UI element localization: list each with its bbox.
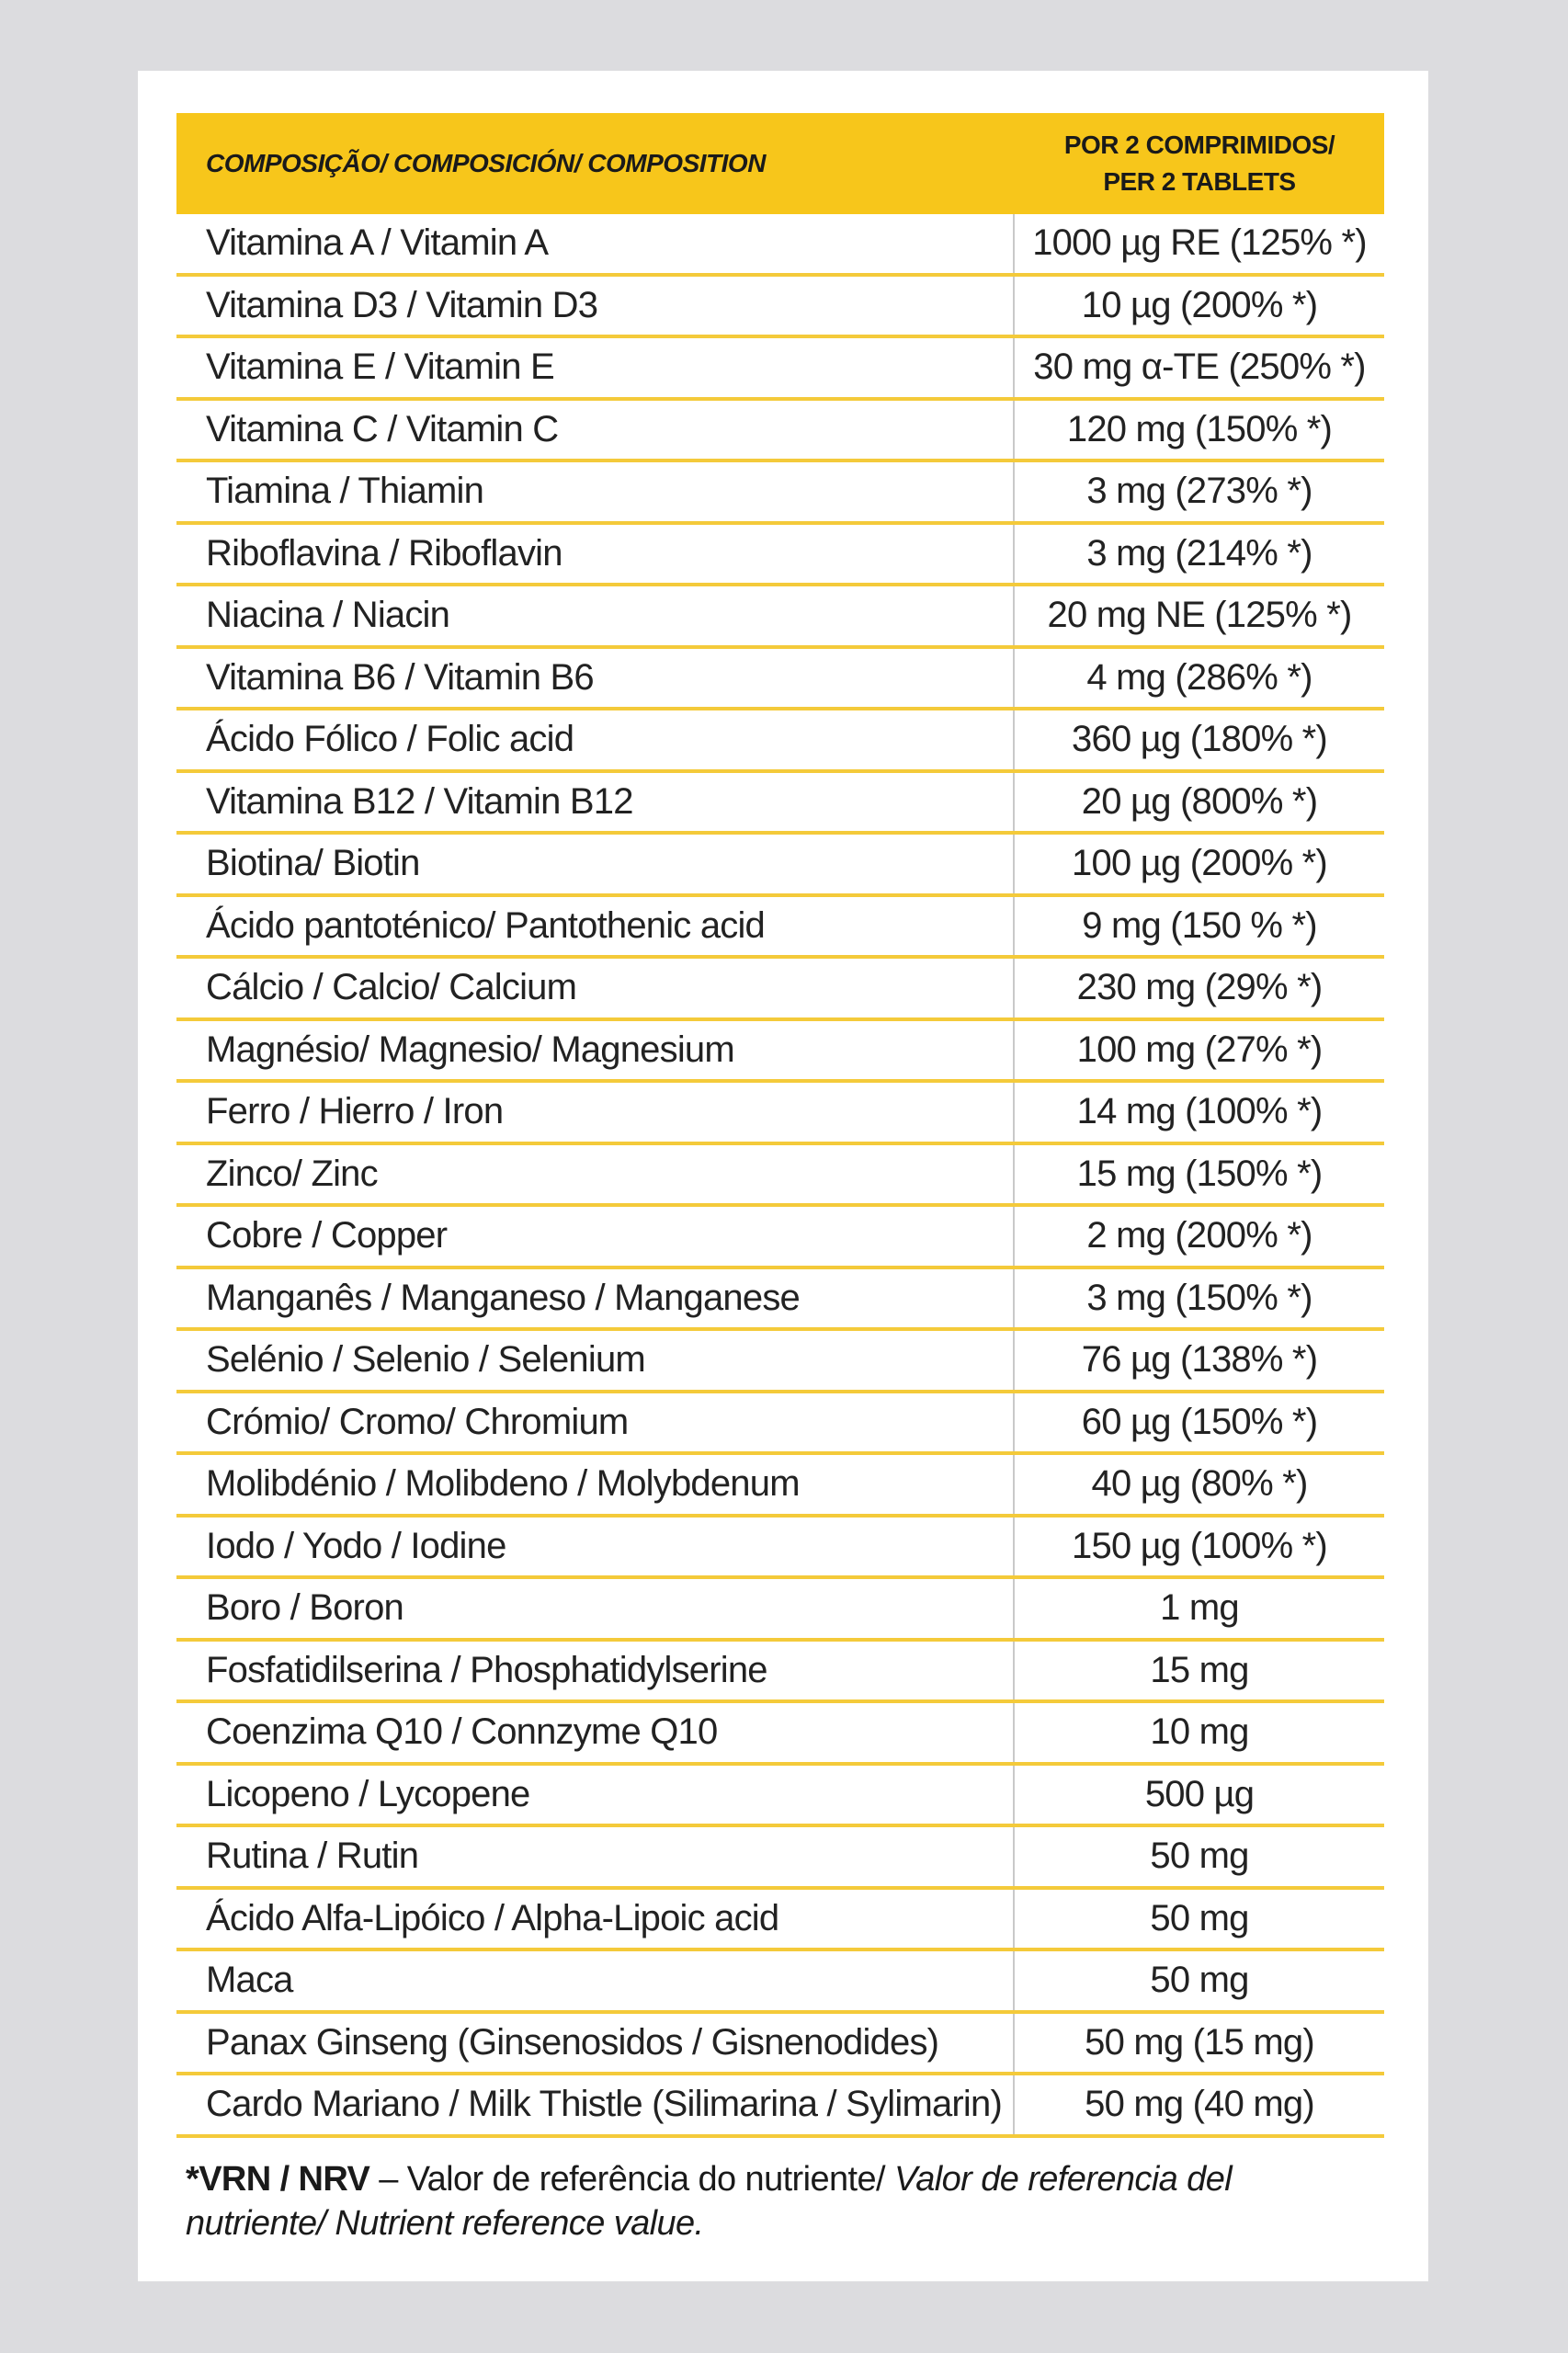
nutrient-amount: 360 µg (180% *) xyxy=(1072,719,1327,760)
table-row xyxy=(176,462,1384,525)
nutrient-name: Niacina / Niacin xyxy=(176,586,1015,645)
table-row xyxy=(176,835,1384,897)
table-row xyxy=(176,586,1384,649)
nutrient-amount: 1 mg xyxy=(1160,1587,1239,1629)
nutrient-name: Tiamina / Thiamin xyxy=(176,462,1015,521)
table-row xyxy=(176,277,1384,339)
nutrient-name: Vitamina A / Vitamin A xyxy=(176,214,1015,273)
nutrient-name: Vitamina D3 / Vitamin D3 xyxy=(176,277,1015,335)
header-dose-line2: PER 2 TABLETS xyxy=(1103,167,1296,196)
nutrient-amount: 20 µg (800% *) xyxy=(1081,780,1318,822)
header-dose-line1: POR 2 COMPRIMIDOS/ xyxy=(1063,131,1335,159)
label-card xyxy=(138,71,1428,2281)
table-row xyxy=(176,1579,1384,1642)
nutrient-amount: 230 mg (29% *) xyxy=(1076,967,1323,1008)
table-row xyxy=(176,401,1384,463)
nutrient-name: Panax Ginseng (Ginsenosidos / Gisnenodides) xyxy=(176,2014,1015,2073)
nutrient-name: Boro / Boron xyxy=(176,1579,1015,1638)
nutrient-name: Coenzima Q10 / Connzyme Q10 xyxy=(176,1703,1015,1762)
nutrient-amount: 2 mg (200% *) xyxy=(1086,1215,1312,1256)
table-row xyxy=(176,1207,1384,1269)
nutrient-amount: 3 mg (273% *) xyxy=(1086,471,1312,512)
nutrient-amount: 3 mg (150% *) xyxy=(1086,1277,1312,1318)
nutrient-name: Cálcio / Calcio/ Calcium xyxy=(176,959,1015,1017)
footnote-abbrev: *VRN / NRV xyxy=(186,2160,370,2199)
table-row xyxy=(176,1703,1384,1766)
table-body xyxy=(176,214,1384,2138)
nutrient-amount: 4 mg (286% *) xyxy=(1086,656,1312,698)
nutrient-name: Vitamina B6 / Vitamin B6 xyxy=(176,649,1015,708)
table-row xyxy=(176,2075,1384,2138)
nutrient-amount: 50 mg (15 mg) xyxy=(1085,2021,1314,2063)
nutrient-amount: 100 µg (200% *) xyxy=(1072,843,1327,884)
nutrient-amount: 50 mg xyxy=(1150,1960,1249,2001)
nutrient-name: Ácido pantoténico/ Pantothenic acid xyxy=(176,897,1015,956)
table-header xyxy=(176,113,1384,214)
footnote-italic: Valor de referencia del nutriente/ Nutrient reference value. xyxy=(186,2160,1233,2243)
table-row xyxy=(176,1021,1384,1084)
nutrient-amount: 50 mg (40 mg) xyxy=(1085,2084,1314,2125)
nutrient-amount: 100 mg (27% *) xyxy=(1076,1029,1323,1070)
nutrient-amount: 500 µg xyxy=(1144,1773,1255,1814)
nutrient-name: Selénio / Selenio / Selenium xyxy=(176,1331,1015,1390)
nutrient-name: Cardo Mariano / Milk Thistle (Silimarina / Sylimarin) xyxy=(176,2075,1015,2134)
nutrient-amount: 1000 µg RE (125% *) xyxy=(1032,222,1367,264)
nutrient-name: Ferro / Hierro / Iron xyxy=(176,1083,1015,1142)
nutrient-amount: 76 µg (138% *) xyxy=(1081,1339,1318,1381)
nutrient-name: Ácido Alfa-Lipóico / Alpha-Lipoic acid xyxy=(176,1890,1015,1949)
nutrient-amount: 40 µg (80% *) xyxy=(1091,1463,1308,1505)
nutrient-amount: 15 mg (150% *) xyxy=(1076,1153,1323,1194)
nutrient-amount: 120 mg (150% *) xyxy=(1066,408,1333,449)
nutrient-amount: 14 mg (100% *) xyxy=(1076,1091,1323,1132)
table-row xyxy=(176,1890,1384,1952)
nutrient-amount: 50 mg xyxy=(1150,1897,1249,1938)
table-row xyxy=(176,773,1384,835)
table-row xyxy=(176,1269,1384,1332)
table-row xyxy=(176,1827,1384,1890)
nutrient-amount: 10 mg xyxy=(1150,1711,1249,1753)
nutrient-name: Cobre / Copper xyxy=(176,1207,1015,1266)
nutrient-name: Vitamina E / Vitamin E xyxy=(176,338,1015,397)
table-row xyxy=(176,525,1384,587)
nutrient-name: Vitamina C / Vitamin C xyxy=(176,401,1015,460)
composition-table xyxy=(176,113,1384,2138)
nutrient-name: Rutina / Rutin xyxy=(176,1827,1015,1886)
nutrient-amount: 150 µg (100% *) xyxy=(1072,1525,1327,1566)
nutrient-name: Riboflavina / Riboflavin xyxy=(176,525,1015,584)
table-row xyxy=(176,214,1384,277)
nutrient-name: Vitamina B12 / Vitamin B12 xyxy=(176,773,1015,832)
table-row xyxy=(176,338,1384,401)
nutrient-amount: 20 mg NE (125% *) xyxy=(1047,595,1352,636)
table-row xyxy=(176,897,1384,960)
table-row xyxy=(176,1145,1384,1208)
nutrient-amount: 60 µg (150% *) xyxy=(1081,1401,1318,1442)
nutrient-name: Crómio/ Cromo/ Chromium xyxy=(176,1393,1015,1452)
table-row xyxy=(176,1455,1384,1518)
table-row xyxy=(176,959,1384,1021)
table-row xyxy=(176,1642,1384,1704)
footnote-text: – Valor de referência do nutriente/ xyxy=(369,2160,894,2199)
nutrient-name: Fosfatidilserina / Phosphatidylserine xyxy=(176,1642,1015,1700)
table-row xyxy=(176,1083,1384,1145)
nutrient-name: Zinco/ Zinc xyxy=(176,1145,1015,1204)
header-dose xyxy=(1015,113,1384,214)
table-row xyxy=(176,710,1384,773)
nutrient-name: Ácido Fólico / Folic acid xyxy=(176,710,1015,769)
table-row xyxy=(176,1951,1384,2014)
table-row xyxy=(176,1518,1384,1580)
nutrient-amount: 9 mg (150 % *) xyxy=(1082,904,1317,946)
footnote xyxy=(186,2157,1381,2245)
nutrient-amount: 50 mg xyxy=(1150,1836,1249,1877)
header-composition: COMPOSIÇÃO/ COMPOSICIÓN/ COMPOSITION xyxy=(206,149,766,177)
table-row xyxy=(176,649,1384,711)
nutrient-name: Maca xyxy=(176,1951,1015,2010)
nutrient-name: Licopeno / Lycopene xyxy=(176,1766,1015,1824)
nutrient-name: Magnésio/ Magnesio/ Magnesium xyxy=(176,1021,1015,1080)
nutrient-amount: 10 µg (200% *) xyxy=(1081,284,1318,325)
nutrient-name: Iodo / Yodo / Iodine xyxy=(176,1518,1015,1576)
table-row xyxy=(176,1766,1384,1828)
nutrient-amount: 30 mg α-TE (250% *) xyxy=(1033,347,1366,388)
table-row xyxy=(176,2014,1384,2076)
nutrient-name: Biotina/ Biotin xyxy=(176,835,1015,893)
table-row xyxy=(176,1393,1384,1456)
nutrient-name: Molibdénio / Molibdeno / Molybdenum xyxy=(176,1455,1015,1514)
nutrient-amount: 15 mg xyxy=(1150,1649,1249,1690)
nutrient-amount: 3 mg (214% *) xyxy=(1086,532,1312,574)
nutrient-name: Manganês / Manganeso / Manganese xyxy=(176,1269,1015,1328)
table-row xyxy=(176,1331,1384,1393)
